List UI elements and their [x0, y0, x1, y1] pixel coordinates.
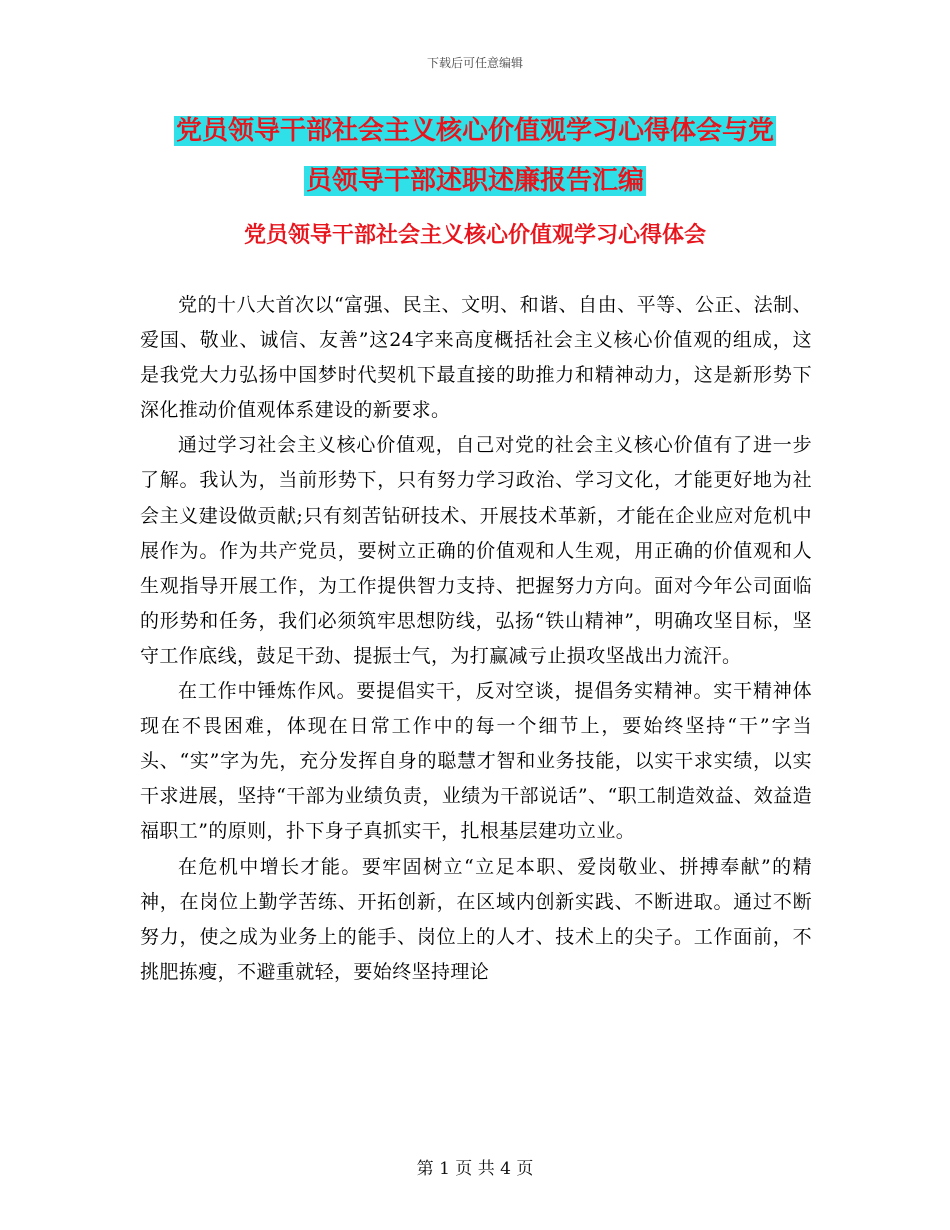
- page-header-note: 下载后可任意编辑: [426, 56, 523, 70]
- document-body: [140, 288, 812, 990]
- paragraph-2: 通过学习社会主义核心价值观，自己对党的社会主义核心价值有了进一步了解。我认为，当前形势下，只有努力学习政治、学习文化，才能更好地为社会主义建设做贡献;只有刻苦钻研技术、开展技术革新，才能在企业应对危机中展作为。作为共产党员，要树立正确的价值观和人生观，用正确的价值观和人生观指导开展工作，为工作提供智力支持、把握努力方向。面对今年公司面临的形势和任务，我们必须筑牢思想防线，弘扬“铁山精神”，明确攻坚目标，坚守工作底线，鼓足干劲、提振士气，为打赢减亏止损攻坚战出力流汗。: [140, 434, 812, 667]
- section-title: 党员领导干部社会主义核心价值观学习心得体会: [243, 223, 706, 248]
- main-title-line-1: 党员领导干部社会主义核心价值观学习心得体会与党: [175, 116, 774, 146]
- page-number: 第 1 页 共 4 页: [416, 1159, 534, 1179]
- document-main-title: [150, 106, 800, 206]
- paragraph-1: 党的十八大首次以“富强、民主、文明、和谐、自由、平等、公正、法制、爱国、敬业、诚信、友善”这24字来高度概括社会主义核心价值观的组成，这是我党大力弘扬中国梦时代契机下最直接的助推力和精神动力，这是新形势下深化推动价值观体系建设的新要求。: [140, 294, 812, 422]
- paragraph-3: 在工作中锤炼作风。要提倡实干，反对空谈，提倡务实精神。实干精神体现在不畏困难，体现在日常工作中的每一个细节上，要始终坚持“干”字当头、“实”字为先，充分发挥自身的聪慧才智和业务技能，以实干求实绩，以实干求进展，坚持“干部为业绩负责，业绩为干部说话”、“职工制造效益、效益造福职工”的原则，扑下身子真抓实干，扎根基层建功立业。: [140, 680, 812, 843]
- main-title-line-2: 员领导干部述职述廉报告汇编: [305, 166, 644, 196]
- paragraph-4: 在危机中增长才能。要牢固树立“立足本职、爱岗敬业、拼搏奉献”的精神，在岗位上勤学苦练、开拓创新，在区域内创新实践、不断进取。通过不断努力，使之成为业务上的能手、岗位上的人才、技术上的尖子。工作面前，不挑肥拣瘦，不避重就轻，要始终坚持理论: [140, 855, 812, 983]
